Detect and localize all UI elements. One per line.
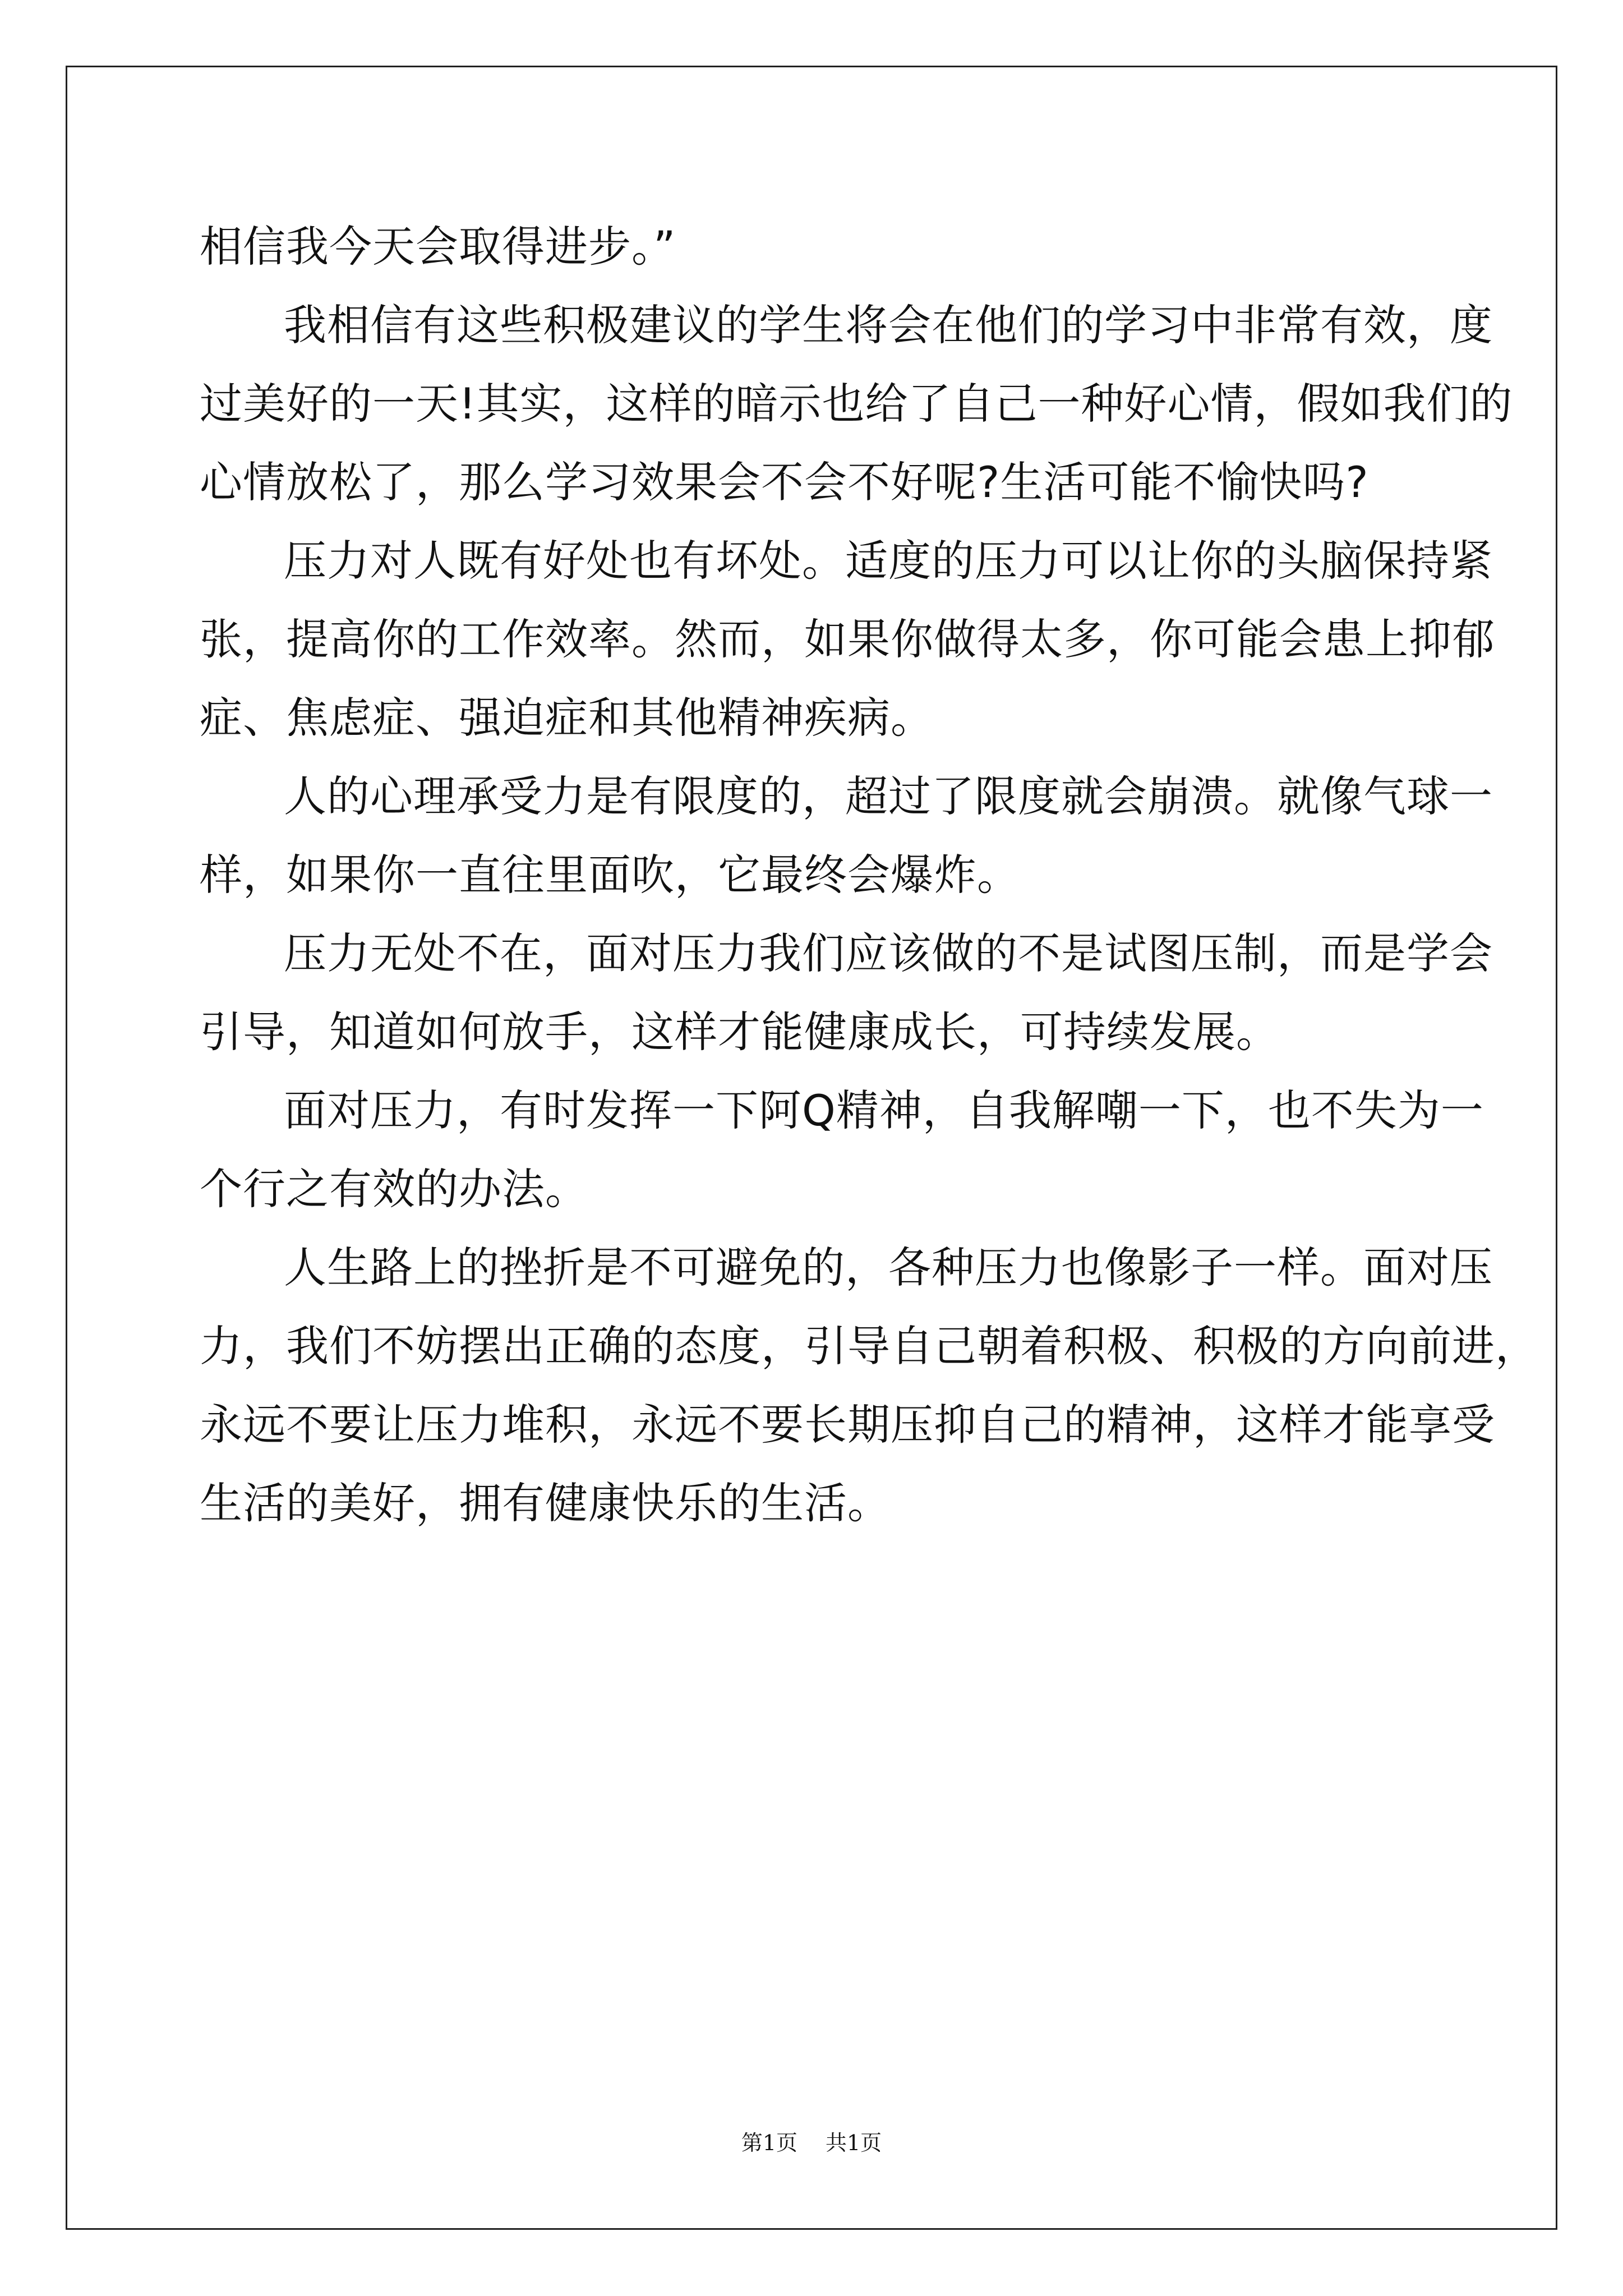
text-line: 过美好的一天!其实，这样的暗示也给了自己一种好心情，假如我们的 bbox=[200, 379, 1513, 429]
text-line: 永远不要让压力堆积，永远不要长期压抑自己的精神，这样才能享受 bbox=[200, 1400, 1495, 1450]
text-line: 压力无处不在，面对压力我们应该做的不是试图压制，而是学会 bbox=[284, 928, 1493, 978]
text-line: 心情放松了，那么学习效果会不会不好呢?生活可能不愉快吗? bbox=[200, 457, 1369, 507]
text-line: 人生路上的挫折是不可避免的，各种压力也像影子一样。面对压 bbox=[284, 1243, 1493, 1292]
text-line: 生活的美好，拥有健康快乐的生活。 bbox=[200, 1478, 891, 1528]
text-line: 面对压力，有时发挥一下阿Q精神，自我解嘲一下，也不失为一 bbox=[284, 1085, 1484, 1135]
text-line: 人的心理承受力是有限度的，超过了限度就会崩溃。就像气球一 bbox=[284, 771, 1493, 821]
page-count: 共1页 bbox=[826, 2131, 882, 2155]
page-number: 第1页 bbox=[741, 2131, 797, 2155]
text-line: 压力对人既有好处也有坏处。适度的压力可以让你的头脑保持紧 bbox=[284, 536, 1493, 586]
page-footer bbox=[0, 2129, 1623, 2157]
text-line: 相信我今天会取得进步。” bbox=[200, 222, 676, 272]
text-line: 引导，知道如何放手，这样才能健康成长，可持续发展。 bbox=[200, 1007, 1279, 1057]
text-line: 张，提高你的工作效率。然而，如果你做得太多，你可能会患上抑郁 bbox=[200, 614, 1495, 664]
text-line: 个行之有效的办法。 bbox=[200, 1164, 588, 1214]
document-body bbox=[200, 208, 1538, 1543]
text-line: 我相信有这些积极建议的学生将会在他们的学习中非常有效，度 bbox=[284, 300, 1493, 350]
text-line: 症、焦虑症、强迫症和其他精神疾病。 bbox=[200, 693, 934, 743]
text-line: 样，如果你一直往里面吹，它最终会爆炸。 bbox=[200, 850, 1020, 900]
text-line: 力，我们不妨摆出正确的态度，引导自己朝着积极、积极的方向前进， bbox=[200, 1321, 1538, 1371]
